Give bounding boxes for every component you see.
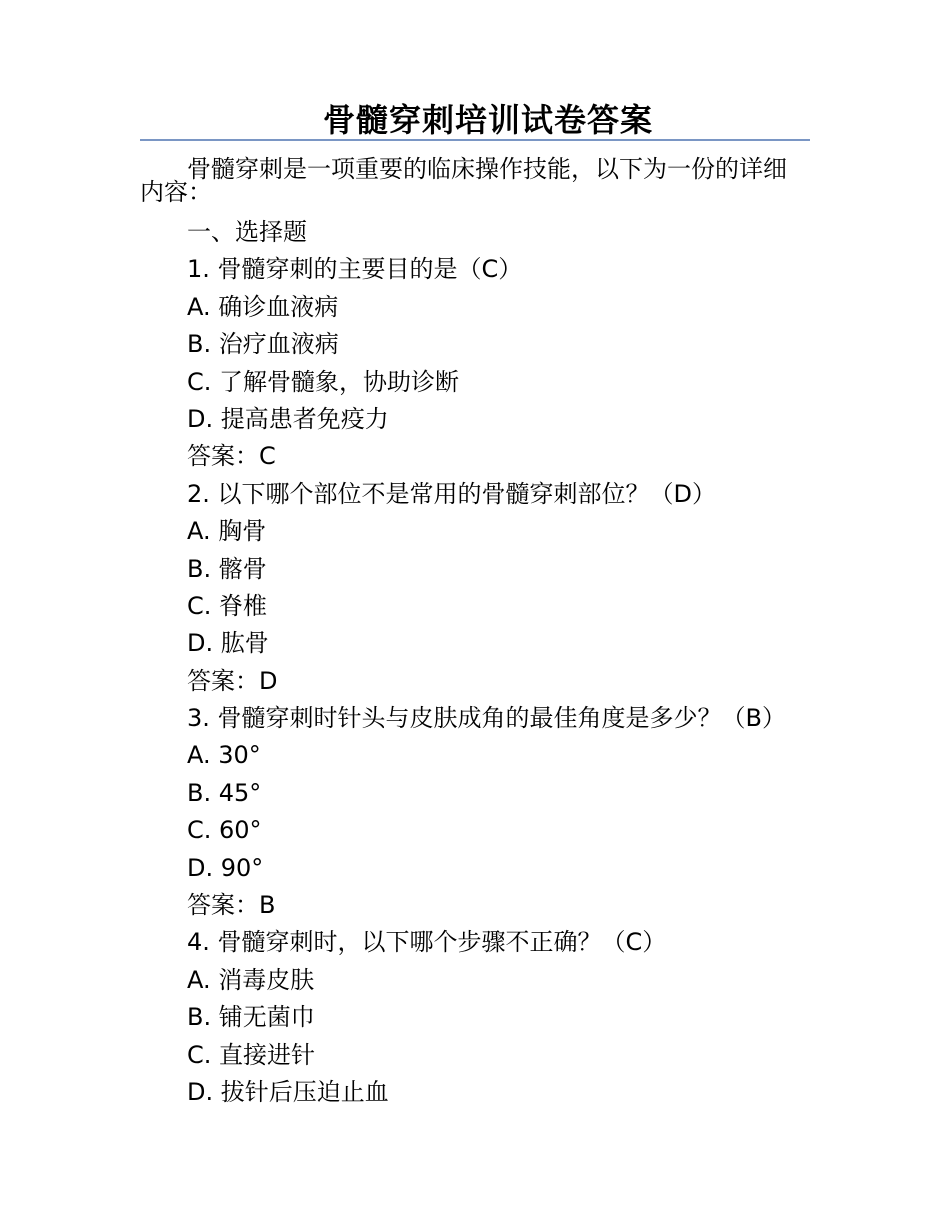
intro-paragraph: 骨髓穿刺是一项重要的临床操作技能，以下为一份的详细内容： (140, 155, 787, 206)
question-3-option-d: D. 90° (187, 853, 264, 882)
question-list (187, 214, 807, 1111)
section-heading: 一、选择题 (187, 218, 307, 246)
question-1-answer: 答案：C (187, 442, 276, 471)
question-2-answer: 答案：D (187, 666, 278, 695)
question-2: 2. 以下哪个部位不是常用的骨髓穿刺部位？（D） (187, 479, 717, 508)
question-2-option-a: A. 胸骨 (187, 517, 267, 546)
question-1-option-a: A. 确诊血液病 (187, 292, 339, 321)
question-4: 4. 骨髓穿刺时，以下哪个步骤不正确？（C） (187, 928, 667, 957)
question-2-option-d: D. 肱骨 (187, 629, 269, 658)
title-underline (140, 139, 810, 141)
question-4-option-b: B. 铺无菌巾 (187, 1003, 315, 1032)
question-3-answer: 答案：B (187, 891, 276, 920)
question-3: 3. 骨髓穿刺时针头与皮肤成角的最佳角度是多少？（B） (187, 704, 786, 733)
question-2-option-b: B. 髂骨 (187, 554, 267, 583)
document-title: 骨髓穿刺培训试卷答案 (322, 101, 653, 139)
question-1: 1. 骨髓穿刺的主要目的是（C） (187, 255, 523, 284)
question-2-option-c: C. 脊椎 (187, 591, 268, 620)
question-4-option-d: D. 拔针后压迫止血 (187, 1077, 389, 1106)
question-4-option-a: A. 消毒皮肤 (187, 965, 315, 994)
question-3-option-c: C. 60° (187, 816, 262, 845)
question-4-option-c: C. 直接进针 (187, 1040, 316, 1069)
question-1-option-c: C. 了解骨髓象，协助诊断 (187, 367, 460, 396)
question-1-option-d: D. 提高患者免疫力 (187, 404, 389, 433)
question-3-option-a: A. 30° (187, 741, 261, 770)
question-3-option-b: B. 45° (187, 778, 262, 807)
question-1-option-b: B. 治疗血液病 (187, 330, 339, 359)
